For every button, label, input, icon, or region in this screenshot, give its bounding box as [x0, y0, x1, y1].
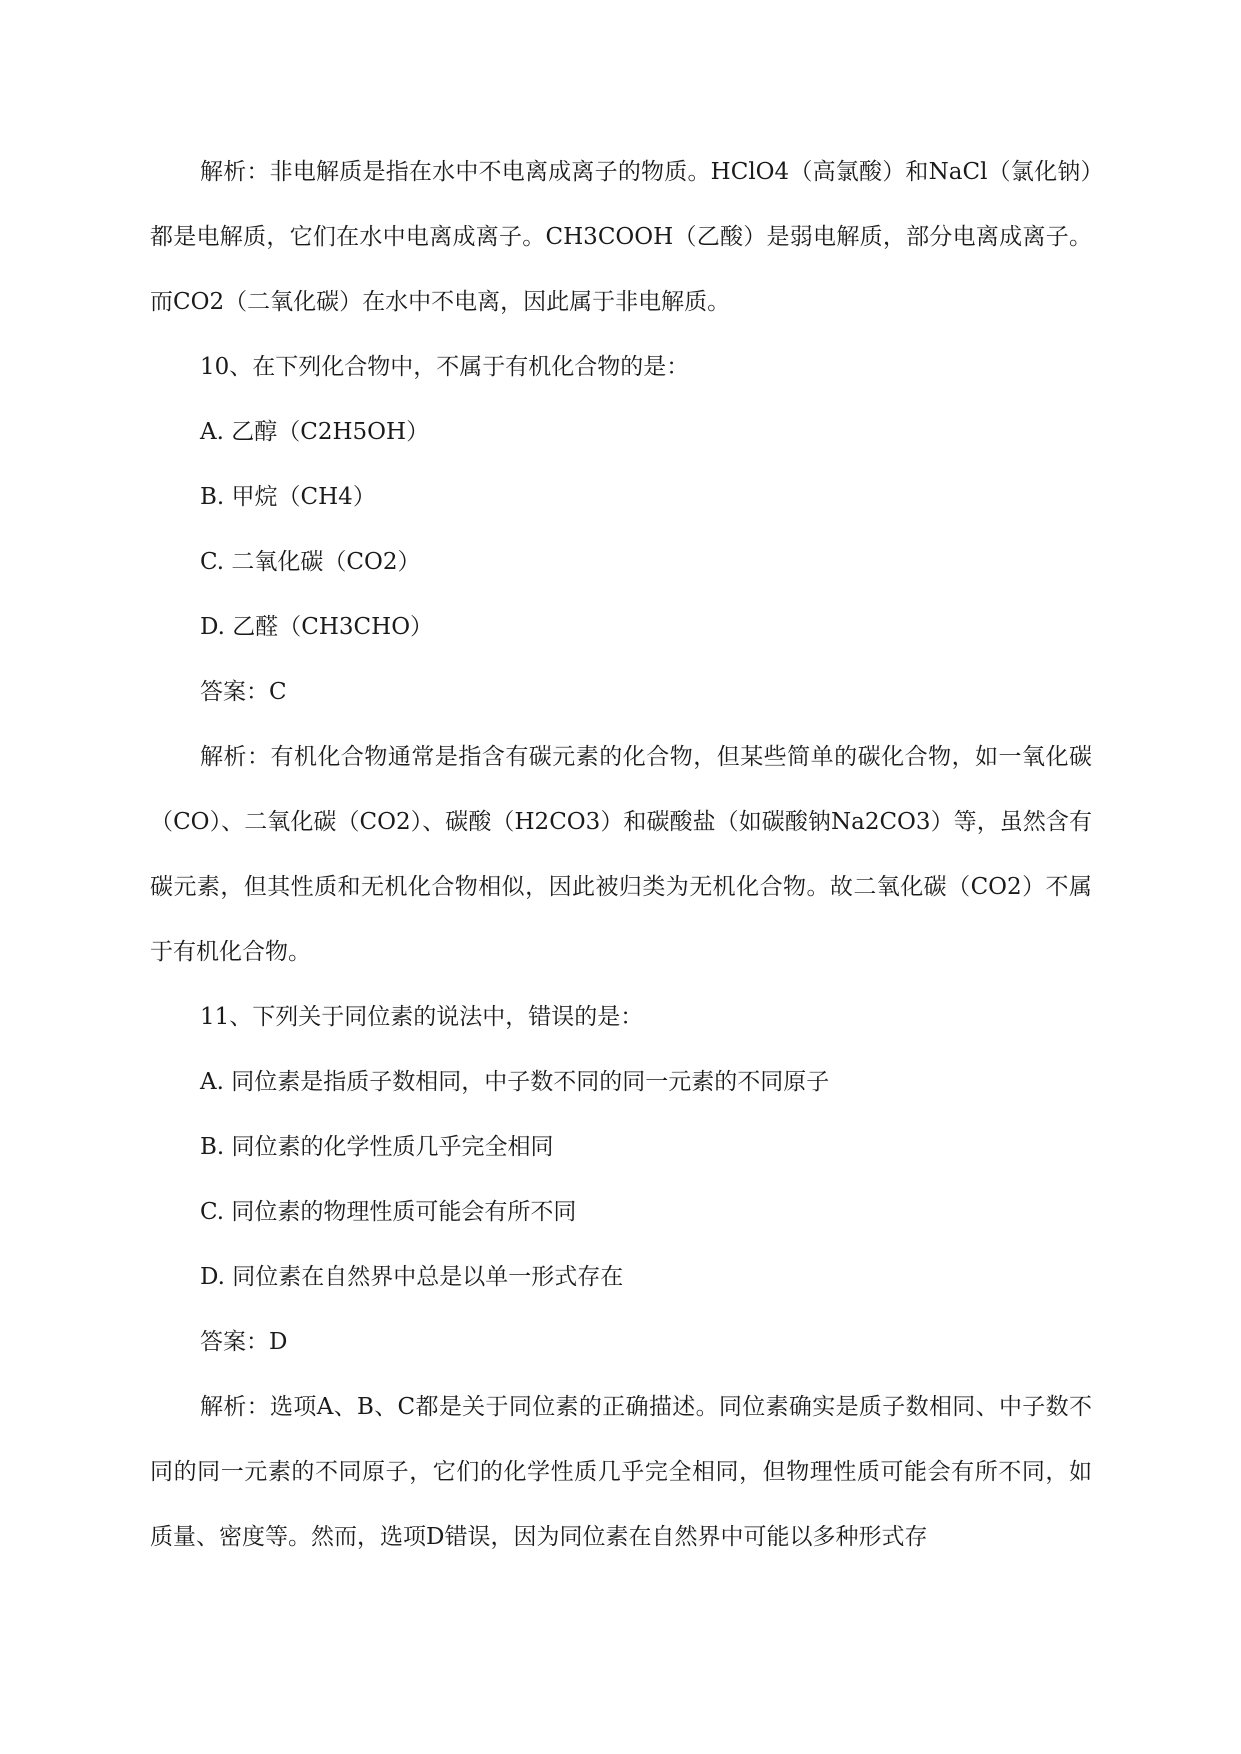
q11-option-c: C. 同位素的物理性质可能会有所不同	[200, 1199, 577, 1225]
q11-option-a: A. 同位素是指质子数相同，中子数不同的同一元素的不同原子	[200, 1069, 830, 1095]
q10-analysis: 解析：有机化合物通常是指含有碳元素的化合物，但某些简单的碳化合物，如一氧化碳（CO）、二氧化碳（CO2）、碳酸（H2CO3）和碳酸盐（如碳酸钠Na2CO3）等，虽然含有碳元素，但其性质和无机化合物相似，因此被归类为无机化合物。故二氧化碳（CO2）不属于有机化合物。	[150, 744, 1092, 965]
q11-analysis: 解析：选项A、B、C都是关于同位素的正确描述。同位素确实是质子数相同、中子数不同的同一元素的不同原子，它们的化学性质几乎完全相同，但物理性质可能会有所不同，如质量、密度等。然而，选项D错误，因为同位素在自然界中可能以多种形式存	[150, 1394, 1092, 1550]
q11-answer: 答案：D	[200, 1329, 288, 1355]
q10-answer: 答案：C	[200, 679, 287, 705]
question-10: 10、在下列化合物中，不属于有机化合物的是：	[200, 354, 690, 380]
q10-option-d: D. 乙醛（CH3CHO）	[200, 614, 434, 640]
q11-option-b: B. 同位素的化学性质几乎完全相同	[200, 1134, 554, 1160]
q10-option-b: B. 甲烷（CH4）	[200, 484, 376, 510]
q11-option-d: D. 同位素在自然界中总是以单一形式存在	[200, 1264, 624, 1290]
question-11: 11、下列关于同位素的说法中，错误的是：	[200, 1004, 644, 1030]
q10-option-c: C. 二氧化碳（CO2）	[200, 549, 421, 575]
analysis-paragraph: 解析：非电解质是指在水中不电离成离子的物质。HClO4（高氯酸）和NaCl（氯化钠）都是电解质，它们在水中电离成离子。CH3COOH（乙酸）是弱电解质，部分电离成离子。而CO2（二氧化碳）在水中不电离，因此属于非电解质。	[150, 159, 1092, 315]
q10-option-a: A. 乙醇（C2H5OH）	[200, 419, 430, 445]
document-body	[150, 140, 1092, 1570]
